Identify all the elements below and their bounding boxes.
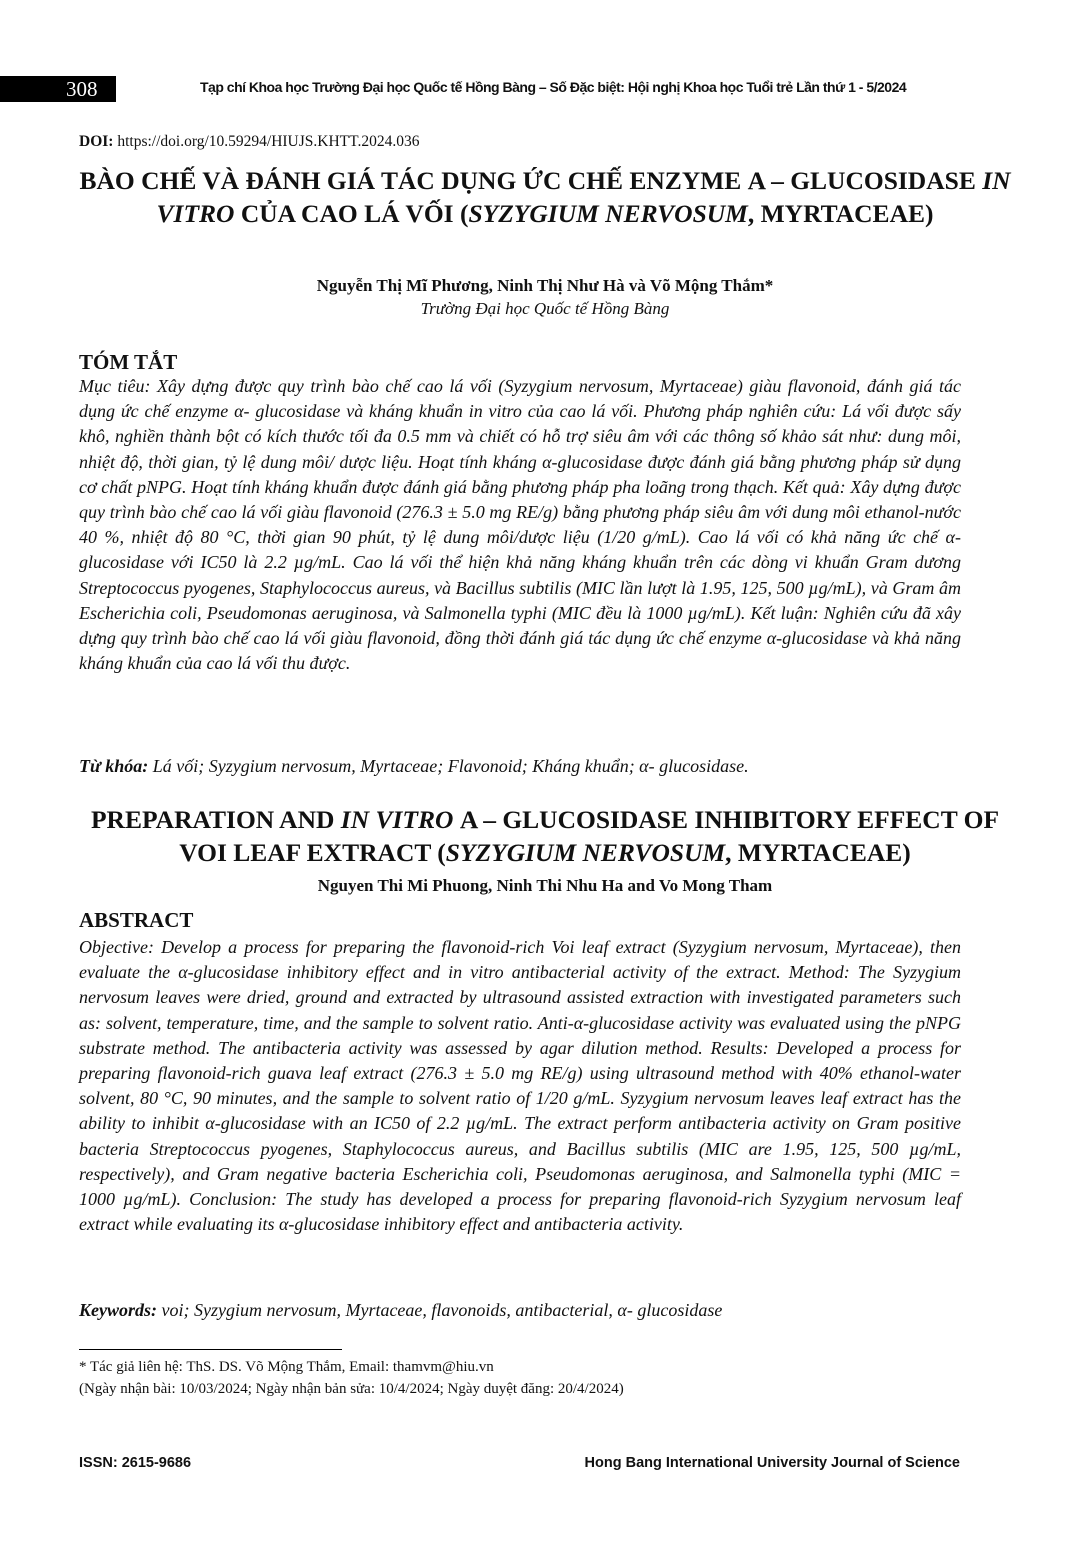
doi-label: DOI: [79,133,114,150]
en-authors: Nguyen Thi Mi Phuong, Ninh Thi Nhu Ha and Vo Mong Tham [317,876,773,895]
en-title-text-2: Α – GLUCOSIDASE INHIBITORY EFFECT OF VOI LEAF EXTRACT ( [179,805,1000,867]
vi-keywords-text: Lá vối; Syzygium nervosum, Myrtaceae; Flavonoid; Kháng khuẩn; α- glucosidase. [148,756,749,776]
vi-affiliation: Trường Đại học Quốc tế Hồng Bàng [420,299,670,318]
vi-keywords-label: Từ khóa: [79,756,149,776]
en-title-italic-2: SYZYGIUM NERVOSUM [445,838,726,867]
english-title [79,803,1011,869]
page-number: 308 [0,76,116,102]
footer-issn: ISSN: 2615-9686 [79,1455,192,1471]
vi-authors: Nguyễn Thị Mĩ Phương, Ninh Thị Như Hà và Võ Mộng Thắm* [316,276,774,295]
en-keywords-label: Keywords: [79,1300,157,1320]
vi-title-italic-2: SYZYGIUM NERVOSUM [468,199,748,228]
vi-abstract-body: Mục tiêu: Xây dựng được quy trình bào chế cao lá vối (Syzygium nervosum, Myrtaceae) giàu flavonoid, đánh giá tác dụng ức chế enzyme α- glucosidase và kháng khuẩn in vitro của cao lá vối. Phương pháp nghiên cứu: Lá vối được sấy khô, nghiền thành bột có kích thước tối đa 0.5 mm và chiết có hỗ trợ siêu âm với các thông số khảo sát như: dung môi, nhiệt độ, thời gian, tỷ lệ dung môi/ dược liệu. Hoạt tính kháng α-glucosidase được đánh giá bằng phương pháp sử dụng cơ chất pNPG. Hoạt tính kháng khuẩn được đánh giá bằng phương pháp pha loãng trong thạch. Kết quả: Xây dựng được quy trình bào chế cao lá vối giàu flavonoid (276.3 ± 5.0 mg RE/g) bằng phương pháp siêu âm với dung môi ethanol-nước 40 %, nhiệt độ 80 °C, thời gian 90 phút, tỷ lệ dung môi/dược liệu (1/20 g/mL). Cao lá vối có khả năng ức chế α-glucosidase với IC50 là 2.2 µg/mL. Cao lá vối thể hiện khả năng kháng khuẩn trên các dòng vi khuẩn Gram dương Streptococcus pyogenes, Staphylococcus aureus, và Bacillus subtilis (MIC lần lượt là 1.95, 125, 500 µg/mL), và Gram âm Escherichia coli, Pseudomonas aeruginosa, và Salmonella typhi (MIC đều là 1000 µg/mL). Kết luận: Nghiên cứu đã xây dựng quy trình bào chế cao lá vối giàu flavonoid, đồng thời đánh giá tác dụng ức chế enzyme α-glucosidase và khả năng kháng khuẩn của cao lá vối thu được. [79,376,961,674]
vietnamese-title [79,164,1011,230]
page-header [0,76,1090,102]
vi-title-italic-1: IN VITRO [156,166,1011,228]
footnote-corresponding-author: * Tác giả liên hệ: ThS. DS. Võ Mộng Thắm, Email: thamvm@hiu.vn [79,1359,494,1375]
en-title-italic-1: IN VITRO [340,805,454,834]
footnote-divider [79,1349,342,1350]
doi-line [79,133,419,151]
en-title-text-1: PREPARATION AND [90,805,341,834]
footer-journal-name: Hong Bang International University Journal of Science [584,1455,960,1471]
en-abstract-heading: ABSTRACT [79,908,194,932]
en-title-text-3: , MYRTACEAE) [725,838,911,867]
vi-title-text-3: , MYRTACEAE) [747,199,934,228]
vi-keywords [79,756,749,777]
vi-abstract-heading: TÓM TẮT [79,350,178,374]
footnote-dates: (Ngày nhận bài: 10/03/2024; Ngày nhận bản sửa: 10/4/2024; Ngày duyệt đăng: 20/4/2024) [79,1381,624,1397]
vi-title-text-2: CỦA CAO LÁ VỐI ( [234,199,469,228]
vi-title-text-1: BÀO CHẾ VÀ ĐÁNH GIÁ TÁC DỤNG ỨC CHẾ ENZYME Α – GLUCOSIDASE [79,166,983,195]
en-abstract-body: Objective: Develop a process for preparing the flavonoid-rich Voi leaf extract (Syzygium nervosum, Myrtaceae), then evaluate the α-glucosidase inhibitory effect and in vitro antibacterial activity of the extract. Method: The Syzygium nervosum leaves were dried, ground and extracted by ultrasound assisted extraction with investigated parameters such as: solvent, temperature, time, and the sample to solvent ratio. Anti-α-glucosidase activity was evaluated using the pNPG substrate method. The antibacteria activity was assessed by agar dilution method. Results: Developed a process for preparing flavonoid-rich guava leaf extract (276.3 ± 5.0 mg RE/g) using ultrasound method with 40% ethanol-water solvent, 80 °C, 90 minutes, and the sample to solvent ratio of 1/20 g/mL. Syzygium nervosum leaves leaf extract has the ability to inhibit α-glucosidase with an IC50 of 2.2 µg/mL. The extract perform antibacteria activity on Gram positive bacteria Streptococcus pyogenes, Staphylococcus aureus, and Bacillus subtilis (MIC are 1.95, 125, 500 µg/mL, respectively), and Gram negative bacteria Escherichia coli, Pseudomonas aeruginosa, and Salmonella typhi (MIC = 1000 µg/mL). Conclusion: The study has developed a process for preparing flavonoid-rich Syzygium nervosum leaf extract while evaluating its α-glucosidase inhibitory effect and antibacteria activity. [79,937,961,1235]
journal-title: Tạp chí Khoa học Trường Đại học Quốc tế Hồng Bàng – Số Đặc biệt: Hội nghị Khoa học Tuổi trẻ Lần thứ 1 - 5/2024 [200,79,907,95]
en-keywords-text: voi; Syzygium nervosum, Myrtaceae, flavonoids, antibacterial, α- glucosidase [157,1300,723,1320]
doi-link[interactable]: https://doi.org/10.59294/HIUJS.KHTT.2024.036 [113,133,420,150]
en-keywords [79,1300,722,1321]
